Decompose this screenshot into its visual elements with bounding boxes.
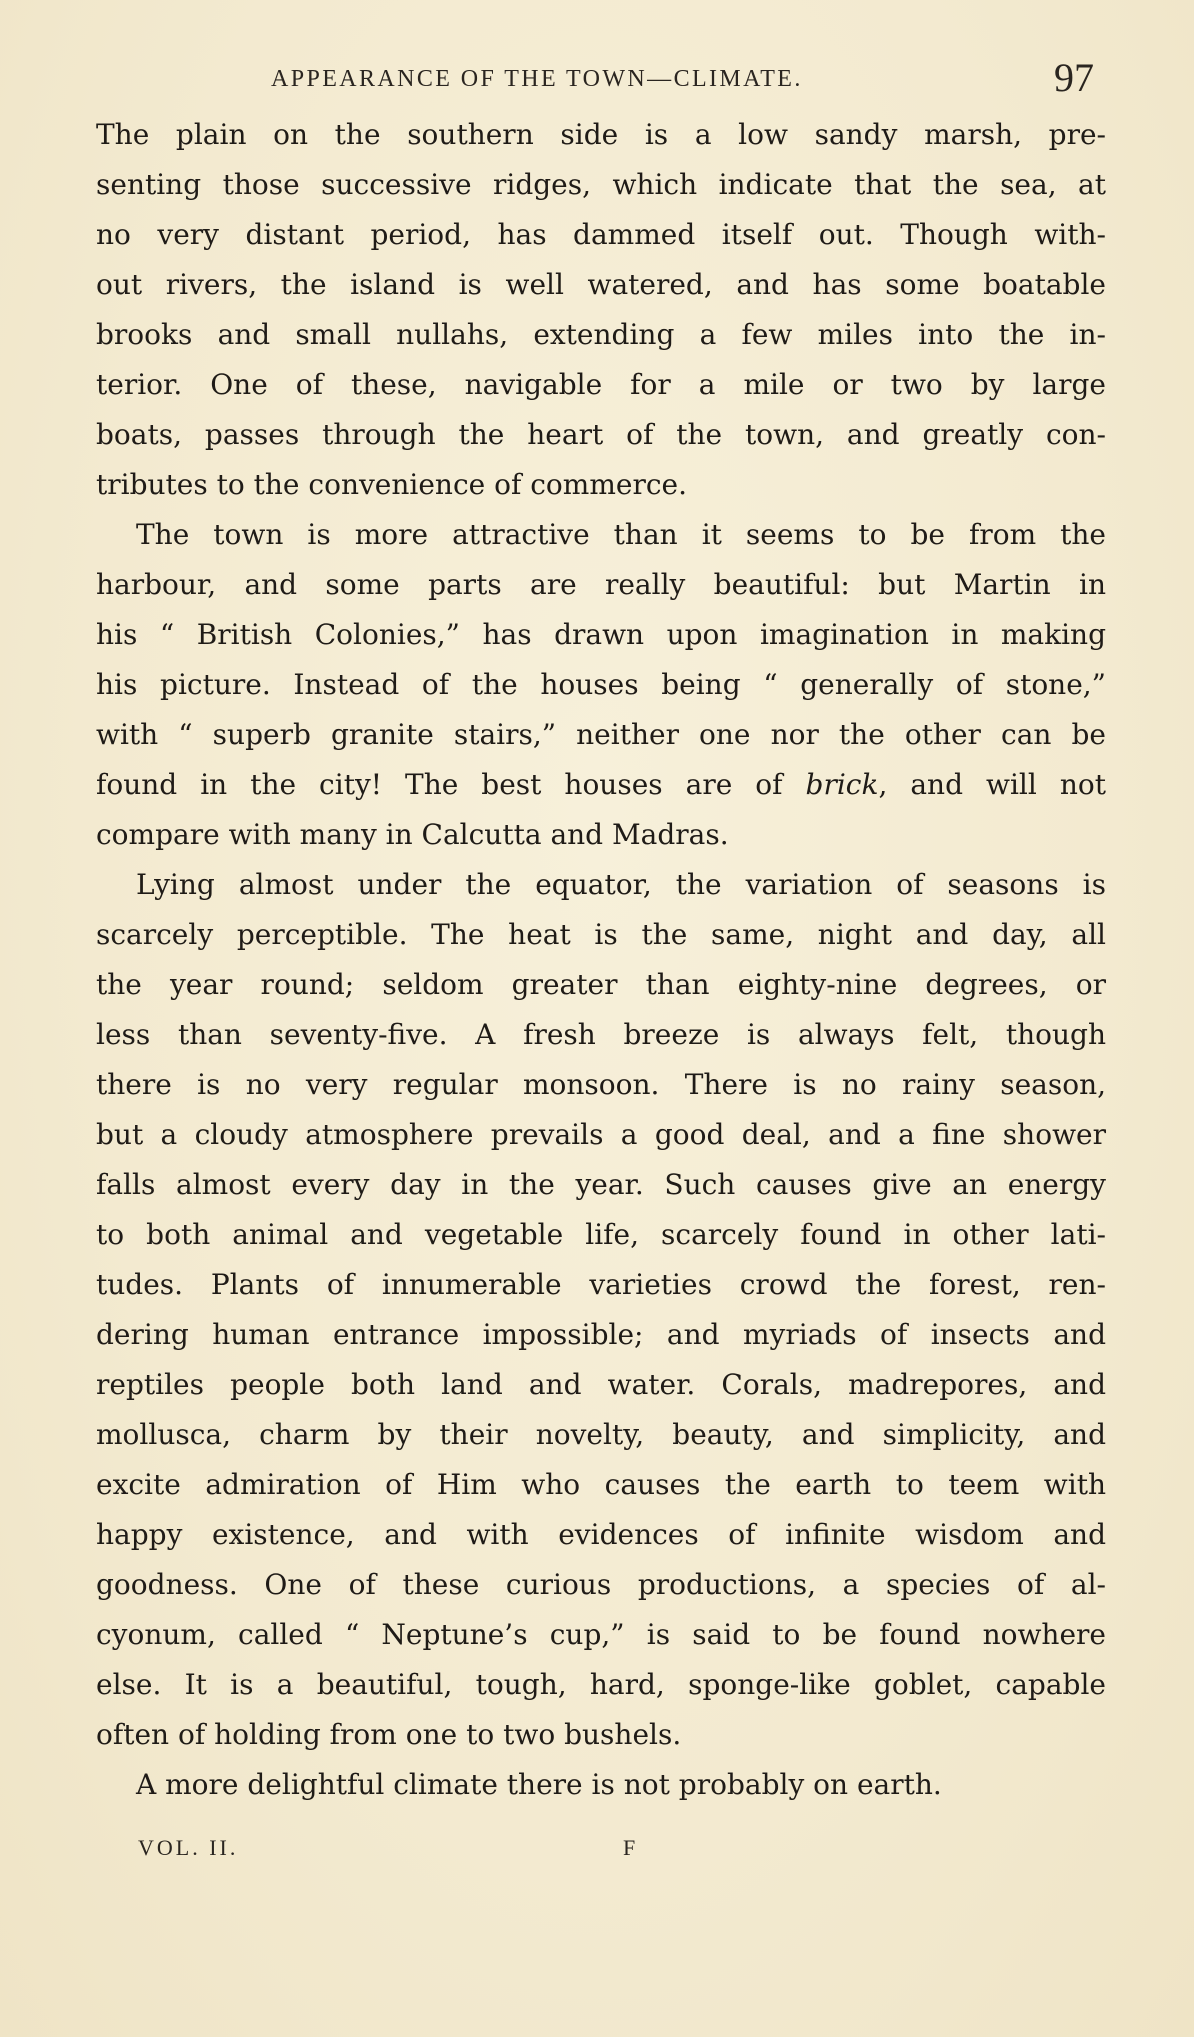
text-line: with “ superb granite stairs,” neither one nor the other can be [96,718,1106,751]
text-line: else. It is a beautiful, tough, hard, sponge-like goblet, capable [96,1668,1106,1701]
text-line: senting those successive ridges, which indicate that the sea, at [96,168,1106,201]
signature-mark: F [623,1835,636,1860]
text-line: his picture. Instead of the houses being “ generally of stone,” [96,668,1106,701]
text-line: The town is more attractive than it seems to be from the [136,518,1106,551]
text-line: there is no very regular monsoon. There is no rainy season, [96,1068,1106,1101]
italic-word: brick [805,768,879,801]
running-title: APPEARANCE OF THE TOWN—CLIMATE. [271,66,803,92]
text-line: dering human entrance impossible; and myriads of insects and [96,1318,1106,1351]
text-line: goodness. One of these curious productions, a species of al- [96,1568,1106,1601]
text-line: often of holding from one to two bushels. [96,1718,682,1751]
text-line: A more delightful climate there is not probably on earth. [136,1768,942,1801]
text-line: harbour, and some parts are really beautiful: but Martin in [96,568,1106,601]
text-line: terior. One of these, navigable for a mile or two by large [96,368,1106,401]
volume-marker: VOL. II. [138,1835,239,1860]
text-line: less than seventy-five. A fresh breeze is always felt, though [96,1018,1106,1051]
text-line: tributes to the convenience of commerce. [96,468,687,501]
running-head [96,52,1096,104]
text-line: scarcely perceptible. The heat is the same, night and day, all [96,918,1106,951]
text-line: his “ British Colonies,” has drawn upon imagination in making [96,618,1106,651]
text-line: cyonum, called “ Neptune’s cup,” is said to be found nowhere [96,1618,1106,1651]
text-line: compare with many in Calcutta and Madras. [96,818,729,851]
text-line: no very distant period, has dammed itself out. Though with- [96,218,1106,251]
text-line: excite admiration of Him who causes the earth to teem with [96,1468,1106,1501]
text-line: boats, passes through the heart of the town, and greatly con- [96,418,1106,451]
text-line: brooks and small nullahs, extending a few miles into the in- [96,318,1106,351]
body-text [96,110,1106,1810]
text-line: found in the city! The best houses are of brick, and will not [96,768,1106,801]
text-line: out rivers, the island is well watered, and has some boatable [96,268,1106,301]
page-number: 97 [1054,55,1094,100]
text-line: reptiles people both land and water. Corals, madrepores, and [96,1368,1106,1401]
text-line: falls almost every day in the year. Such causes give an energy [96,1168,1106,1201]
text-line: tudes. Plants of innumerable varieties crowd the forest, ren- [96,1268,1106,1301]
text-line: but a cloudy atmosphere prevails a good deal, and a fine shower [96,1118,1106,1151]
text-line: to both animal and vegetable life, scarcely found in other lati- [96,1218,1106,1251]
text-line: Lying almost under the equator, the variation of seasons is [136,868,1106,901]
footer-signature-line [138,1835,738,1875]
text-line: the year round; seldom greater than eighty-nine degrees, or [96,968,1106,1001]
text-line: happy existence, and with evidences of infinite wisdom and [96,1518,1106,1551]
text-line: The plain on the southern side is a low sandy marsh, pre- [96,118,1106,151]
text-line: mollusca, charm by their novelty, beauty, and simplicity, and [96,1418,1106,1451]
